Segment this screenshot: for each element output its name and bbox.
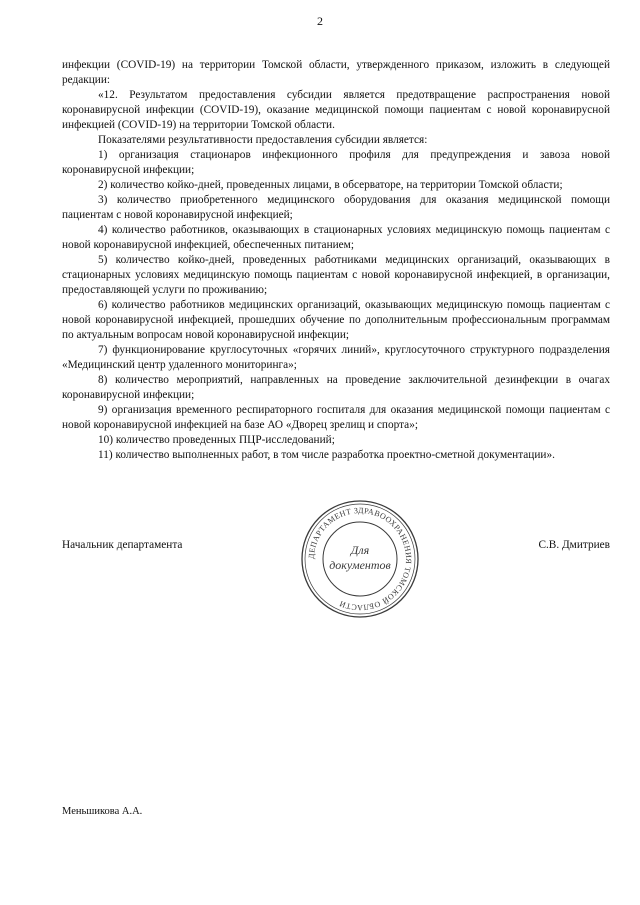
page-number: 2 <box>317 14 323 28</box>
list-item-9: 9) организация временного респираторного госпиталя для оказания медицинской помощи пациентам с новой коронавирусной инфекцией на базе АО «Дворец зрелищ и спорта»; <box>62 404 610 431</box>
document-body <box>62 58 610 463</box>
stamp-center-line1: Для <box>350 543 370 557</box>
list-item-2: 2) количество койко-дней, проведенных лицами, в обсерваторе, на территории Томской области; <box>98 179 563 191</box>
list-item-10: 10) количество проведенных ПЦР-исследований; <box>98 434 335 446</box>
list-item-5: 5) количество койко-дней, проведенных работниками медицинских организаций, оказывающих в стационарных условиях медицинскую помощь пациентам с новой коронавирусной инфекцией, в организации, предоставляющей услуги по проживанию; <box>62 254 610 296</box>
list-item-7: 7) функционирование круглосуточных «горячих линий», круглосуточного структурного подразделения «Медицинский центр удаленного мониторинга»; <box>62 344 610 371</box>
official-stamp <box>298 497 422 621</box>
list-item-3: 3) количество приобретенного медицинского оборудования для оказания медицинской помощи пациентам с новой коронавирусной инфекцией; <box>62 194 610 221</box>
signature-block <box>62 497 610 617</box>
signer-name: С.В. Дмитриев <box>538 539 610 551</box>
list-item-6: 6) количество работников медицинских организаций, оказывающих медицинскую помощь пациентам с новой коронавирусной инфекцией, прошедших обучение по дополнительным профессиональным программам по актуальным вопросам новой коронавирусной инфекции; <box>62 299 610 341</box>
stamp-center-line2: документов <box>329 558 391 572</box>
stamp-ring-text: ДЕПАРТАМЕНТ ЗДРАВООХРАНЕНИЯ ТОМСКОЙ ОБЛАСТИ <box>306 505 414 613</box>
list-item-4: 4) количество работников, оказывающих в стационарных условиях медицинскую помощь пациентам с новой коронавирусной инфекцией, обеспеченных питанием; <box>62 224 610 251</box>
paragraph-item-12: «12. Результатом предоставления субсидии является предотвращение распространения новой коронавирусной инфекции (COVID-19), оказание медицинской помощи пациентам с новой коронавирусной инфекцией (COVID-19) на территории Томской области. <box>62 89 610 131</box>
list-item-11: 11) количество выполненных работ, в том числе разработка проектно-сметной документации». <box>98 449 555 461</box>
paragraph-continuation: инфекции (COVID-19) на территории Томской области, утвержденного приказом, изложить в следующей редакции: <box>62 59 610 86</box>
paragraph-indicators-intro: Показателями результативности предоставления субсидии является: <box>98 134 428 146</box>
executor-name: Меньшикова А.А. <box>62 806 143 817</box>
list-item-1: 1) организация стационаров инфекционного профиля для предупреждения и завоза новой коронавирусной инфекции; <box>62 149 610 176</box>
signer-position: Начальник департамента <box>62 539 183 551</box>
list-item-8: 8) количество мероприятий, направленных на проведение заключительной дезинфекции в очагах коронавирусной инфекции; <box>62 374 610 401</box>
